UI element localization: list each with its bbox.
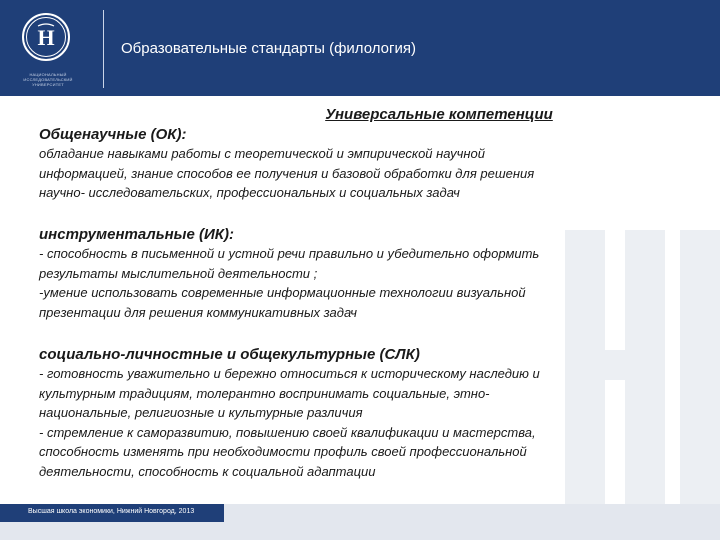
body-line: способность изменять при необходимости профиль своей профессиональной bbox=[39, 444, 527, 459]
section-body bbox=[39, 144, 679, 203]
body-line: деятельности, способность к социальной адаптации bbox=[39, 463, 376, 479]
svg-text:Н: Н bbox=[37, 25, 55, 50]
section-slk bbox=[39, 346, 679, 481]
section-ik bbox=[39, 226, 679, 322]
section-heading: социально-личностные и общекультурные (СЛК) bbox=[39, 346, 420, 363]
body-line: научно- исследовательских, профессиональных и социальных задач bbox=[39, 185, 460, 200]
body-line: информацией, знание способов ее получения и базовой обработки для решения bbox=[39, 165, 535, 181]
slide-title: Образовательные стандарты (филология) bbox=[121, 40, 416, 57]
body-line: обладание навыками работы с теоретической и эмпирической научной bbox=[39, 146, 485, 161]
footer-text: Высшая школа экономики, Нижний Новгород, 2013 bbox=[28, 508, 195, 515]
logo bbox=[0, 0, 104, 96]
body-line: - способность в письменной и устной речи правильно и убедительно оформить bbox=[39, 246, 540, 261]
body-line: -умение использовать современные информационные технологии визуальной bbox=[39, 285, 526, 300]
section-body bbox=[39, 244, 679, 322]
body-line: результаты мыслительной деятельности ; bbox=[39, 265, 318, 281]
main-title: Универсальные компетенции bbox=[325, 106, 553, 123]
body-line: - готовность уважительно и бережно относиться к историческому наследию и bbox=[39, 366, 540, 381]
section-ok bbox=[39, 126, 679, 203]
body-line: - стремление к саморазвитию, повышению своей квалификации и мастерства, bbox=[39, 424, 536, 440]
body-line: национальные, религиозные и культурные различия bbox=[39, 405, 363, 420]
body-line: презентации для решения коммуникативных задач bbox=[39, 304, 358, 320]
body-line: культурным традициям, толерантно воспринимать социальные, этно- bbox=[39, 385, 490, 401]
section-heading: Общенаучные (ОК): bbox=[39, 126, 187, 143]
header-bar bbox=[0, 0, 720, 96]
section-heading: инструментальные (ИК): bbox=[39, 226, 234, 243]
hse-logo-icon bbox=[21, 12, 71, 62]
logo-caption: НАЦИОНАЛЬНЫЙ ИССЛЕДОВАТЕЛЬСКИЙ УНИВЕРСИТЕТ bbox=[23, 72, 73, 87]
section-body bbox=[39, 364, 679, 481]
header-divider bbox=[103, 10, 104, 88]
